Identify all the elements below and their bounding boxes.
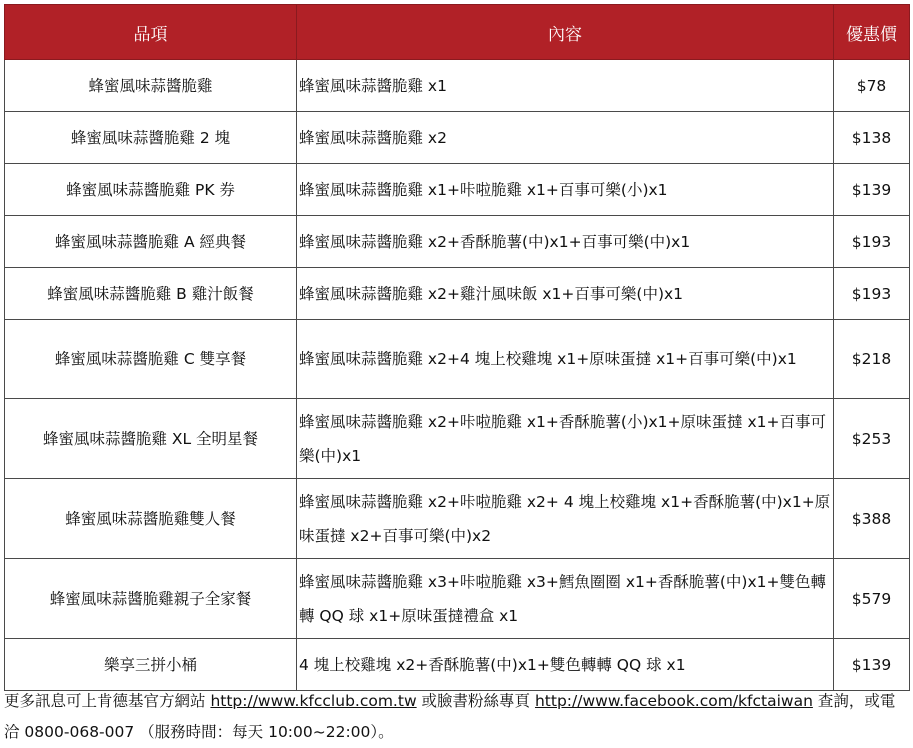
header-row bbox=[5, 5, 910, 60]
table-row bbox=[5, 320, 910, 399]
content-cell: 4 塊上校雞塊 x2+香酥脆薯(中)x1+雙色轉轉 QQ 球 x1 bbox=[297, 639, 834, 691]
table-row bbox=[5, 559, 910, 639]
content-cell: 蜂蜜風味蒜醬脆雞 x2 bbox=[297, 112, 834, 164]
item-cell: 蜂蜜風味蒜醬脆雞 bbox=[5, 60, 297, 112]
content-cell: 蜂蜜風味蒜醬脆雞 x3+咔啦脆雞 x3+鱈魚圈圈 x1+香酥脆薯(中)x1+雙色轉轉 QQ 球 x1+原味蛋撻禮盒 x1 bbox=[297, 559, 834, 639]
table-row bbox=[5, 268, 910, 320]
footer-text-3: 查詢，或電洽 0800-068-007 （服務時間：每天 10:00~22:00）。 bbox=[4, 692, 896, 741]
price-cell: $579 bbox=[834, 559, 910, 639]
content-cell: 蜂蜜風味蒜醬脆雞 x2+咔啦脆雞 x2+ 4 塊上校雞塊 x1+香酥脆薯(中)x1+原味蛋撻 x2+百事可樂(中)x2 bbox=[297, 479, 834, 559]
price-cell: $139 bbox=[834, 164, 910, 216]
item-cell: 蜂蜜風味蒜醬脆雞 C 雙享餐 bbox=[5, 320, 297, 399]
table-row bbox=[5, 639, 910, 691]
price-cell: $253 bbox=[834, 399, 910, 479]
header-price: 優惠價 bbox=[834, 5, 910, 60]
price-cell: $388 bbox=[834, 479, 910, 559]
price-cell: $218 bbox=[834, 320, 910, 399]
price-cell: $139 bbox=[834, 639, 910, 691]
table-row bbox=[5, 112, 910, 164]
price-cell: $193 bbox=[834, 216, 910, 268]
table-row bbox=[5, 479, 910, 559]
facebook-page-link[interactable]: http://www.facebook.com/kfctaiwan bbox=[534, 692, 813, 710]
price-cell: $193 bbox=[834, 268, 910, 320]
footer-text-1: 更多訊息可上肯德基官方網站 bbox=[4, 692, 211, 710]
footer-note bbox=[4, 686, 909, 748]
table-row bbox=[5, 399, 910, 479]
table-row bbox=[5, 216, 910, 268]
footer-text-2: 或臉書粉絲專頁 bbox=[416, 692, 535, 710]
table-row bbox=[5, 60, 910, 112]
content-cell: 蜂蜜風味蒜醬脆雞 x2+雞汁風味飯 x1+百事可樂(中)x1 bbox=[297, 268, 834, 320]
item-cell: 樂享三拼小桶 bbox=[5, 639, 297, 691]
content-cell: 蜂蜜風味蒜醬脆雞 x2+咔啦脆雞 x1+香酥脆薯(小)x1+原味蛋撻 x1+百事可樂(中)x1 bbox=[297, 399, 834, 479]
price-cell: $138 bbox=[834, 112, 910, 164]
kfc-website-link[interactable]: http://www.kfcclub.com.tw bbox=[210, 692, 417, 710]
item-cell: 蜂蜜風味蒜醬脆雞 A 經典餐 bbox=[5, 216, 297, 268]
item-cell: 蜂蜜風味蒜醬脆雞 XL 全明星餐 bbox=[5, 399, 297, 479]
item-cell: 蜂蜜風味蒜醬脆雞雙人餐 bbox=[5, 479, 297, 559]
header-item: 品項 bbox=[5, 5, 297, 60]
item-cell: 蜂蜜風味蒜醬脆雞 B 雞汁飯餐 bbox=[5, 268, 297, 320]
item-cell: 蜂蜜風味蒜醬脆雞 2 塊 bbox=[5, 112, 297, 164]
price-cell: $78 bbox=[834, 60, 910, 112]
content-cell: 蜂蜜風味蒜醬脆雞 x1 bbox=[297, 60, 834, 112]
item-cell: 蜂蜜風味蒜醬脆雞 PK 券 bbox=[5, 164, 297, 216]
content-cell: 蜂蜜風味蒜醬脆雞 x2+4 塊上校雞塊 x1+原味蛋撻 x1+百事可樂(中)x1 bbox=[297, 320, 834, 399]
item-cell: 蜂蜜風味蒜醬脆雞親子全家餐 bbox=[5, 559, 297, 639]
content-cell: 蜂蜜風味蒜醬脆雞 x1+咔啦脆雞 x1+百事可樂(小)x1 bbox=[297, 164, 834, 216]
table-row bbox=[5, 164, 910, 216]
content-cell: 蜂蜜風味蒜醬脆雞 x2+香酥脆薯(中)x1+百事可樂(中)x1 bbox=[297, 216, 834, 268]
menu-table bbox=[4, 4, 910, 691]
header-content: 內容 bbox=[297, 5, 834, 60]
